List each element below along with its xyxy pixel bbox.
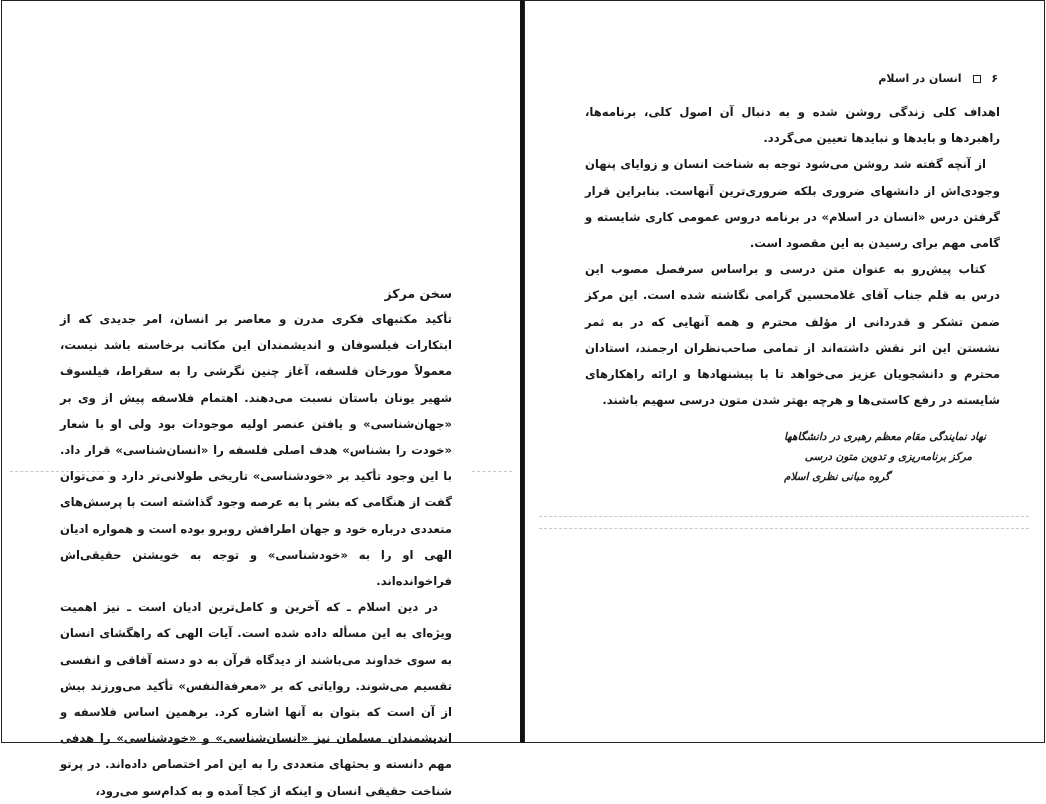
paragraph: کتاب پیش‌رو به عنوان متن درسی و براساس سرفصل مصوب این درس به قلم جناب آقای غلامحسین گرامی نگاشته شده است. این مرکز ضمن تشکر و قدردانی از مؤلف محترم و همه آنهایی که در به ثمر نشستن این اثر نقش داشته‌اند از تمامی صاحب‌نظران ارجمند، استادان محترم و دانشجویان عزیز می‌خواهد تا با پیشنهادها و ارائه راهکارهای شایسته در رفع کاستی‌ها و هرچه بهتر شدن متون درسی سهیم باشند. [585, 262, 1000, 408]
signature-line: نهاد نمایندگی مقام معظم رهبری در دانشگاهها [783, 431, 986, 443]
left-page-body [60, 284, 452, 804]
scan-artifact-line [539, 516, 1029, 517]
right-page [524, 0, 1045, 743]
left-page [1, 0, 522, 798]
running-header [565, 71, 998, 87]
page-number: ۶ [991, 72, 998, 85]
running-title: انسان در اسلام [878, 72, 962, 85]
right-page-body [585, 99, 1000, 413]
paragraph: تأکید مکتبهای فکری مدرن و معاصر بر انسان، امر جدیدی که از ابتکارات فیلسوفان و اندیشمندان این مکاتب برخاسته باشد نیست، معمولاً مورخان فلسفه، آغاز چنین نگرشی را به سقراط، فیلسوف شهیر یونان باستان نسبت می‌دهند. اهتمام فلاسفه پیش از وی بر «جهان‌شناسی» و یافتن عنصر اولیه موجودات بود ولی او با شعار «خودت را بشناس» هدف اصلی فلسفه را «انسان‌شناسی» قرار داد. با این وجود تأکید بر «خودشناسی» تاریخی طولانی‌تر دارد و می‌توان گفت از هنگامی که بشر پا به عرصه وجود گذاشته است با پرسش‌های متعددی درباره خود و جهان اطرافش روبرو بوده است و همواره ادیان الهی او را به «خودشناسی» و توجه به خویشتن حقیقی‌اش فراخوانده‌اند. [60, 312, 452, 589]
square-bullet-icon [973, 75, 981, 83]
paragraph: اهداف کلی زندگی روشن شده و به دنبال آن اصول کلی، برنامه‌ها، راهبردها و بایدها و نبایدها تعیین می‌گردد. [585, 105, 1000, 146]
signature-line: گروه مبانی نظری اسلام [783, 471, 890, 483]
paragraph: در دین اسلام ـ که آخرین و کامل‌ترین ادیان است ـ نیز اهمیت ویژه‌ای به این مسأله داده شده است. آیات الهی که راهگشای انسان به سوی خداوند می‌باشند از دیدگاه قرآن به دو دسته آفاقی و انفسی تقسیم می‌شوند. روایاتی که بر «معرفةالنفس» تأکید می‌ورزند بیش از آن است که بتوان به آنها اشاره کرد. برهمین اساس فلاسفه و اندیشمندان مسلمان نیز «انسان‌شناسی» و «خودشناسی» را هدفی مهم دانسته و بحثهای متعددی را به این امر اختصاص داده‌اند. در پرتو شناخت حقیقی انسان و اینکه از کجا آمده و به کدام‌سو می‌رود، [60, 600, 452, 798]
paragraph: از آنچه گفته شد روشن می‌شود توجه به شناخت انسان و زوایای پنهان وجودی‌اش از دانشهای ضروری بلکه ضروری‌ترین آنهاست. بنابراین قرار گرفتن درس «انسان در اسلام» در برنامه دروس عمومی کاری شایسته و گامی مهم برای رسیدن به این مقصود است. [585, 157, 1000, 251]
scan-artifact-line [472, 471, 512, 472]
scan-artifact-line [539, 528, 1029, 529]
section-title: سخن مرکز [384, 286, 452, 301]
signature-block [686, 427, 986, 487]
signature-line: مرکز برنامه‌ریزی و تدوین متون درسی [804, 451, 972, 463]
